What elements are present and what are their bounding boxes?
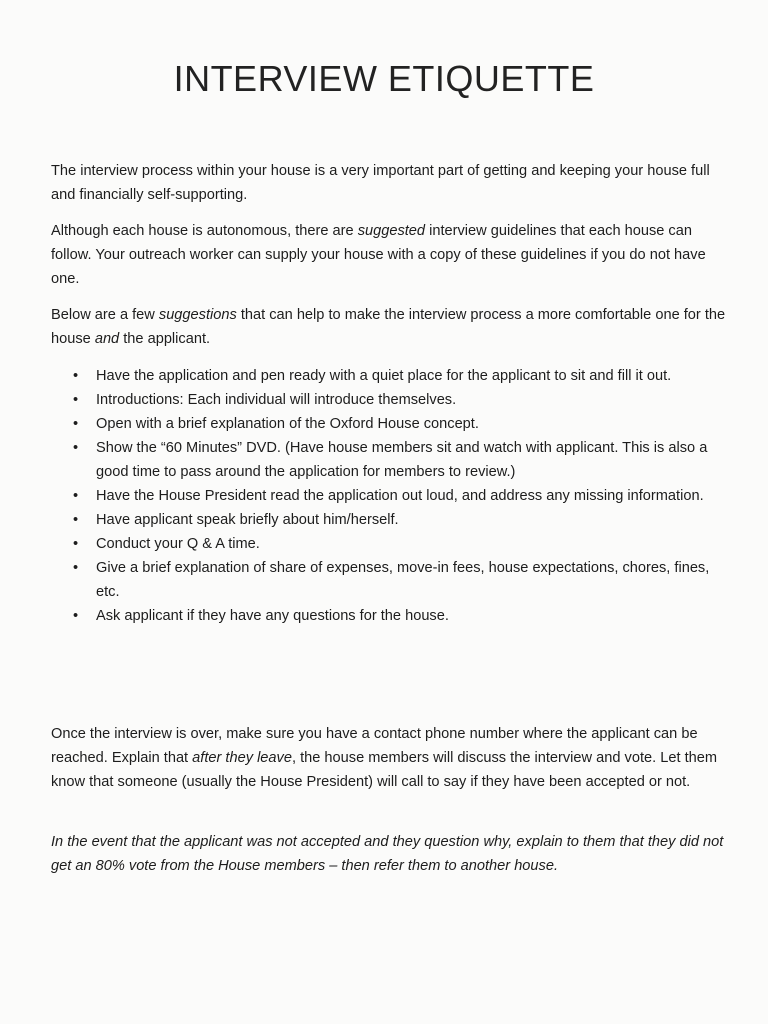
- not-accepted-paragraph: In the event that the applicant was not accepted and they question why, explain to them that they did not get an 80% vote from the House members – then refer them to another house.: [51, 834, 724, 874]
- guidelines-paragraph: [51, 219, 731, 291]
- list-item: • Have the application and pen ready with a quiet place for the applicant to sit and fill it out.: [51, 364, 731, 388]
- after-interview-paragraph: [51, 722, 731, 794]
- emphasis-and: and: [94, 331, 120, 347]
- text-run: the applicant.: [119, 331, 211, 347]
- text-run: interview guidelines that each house can follow. Your outreach worker can supply your house with a copy of these guidelines if you do not have one.: [51, 223, 706, 287]
- list-item: • Give a brief explanation of share of expenses, move-in fees, house expectations, chores, fines, etc.: [51, 556, 731, 604]
- list-item: • Ask applicant if they have any questions for the house.: [51, 604, 731, 628]
- suggestions-paragraph: [51, 303, 731, 351]
- list-item: • Open with a brief explanation of the Oxford House concept.: [51, 412, 731, 436]
- list-item: • Show the “60 Minutes” DVD. (Have house members sit and watch with applicant. This is also a good time to pass around the application for members to review.): [51, 436, 731, 484]
- list-item: • Conduct your Q & A time.: [51, 532, 731, 556]
- text-run: Although each house is autonomous, there are: [51, 223, 358, 239]
- text-run: Below are a few: [51, 307, 159, 323]
- emphasis-after-they-leave: after they leave: [192, 750, 292, 766]
- text-run: , the house members will discuss the interview and vote. Let them know that someone (usually the House President) will call to say if they have been accepted or not.: [51, 750, 718, 790]
- list-item: • Have the House President read the application out loud, and address any missing information.: [51, 484, 731, 508]
- list-item: • Have applicant speak briefly about him/herself.: [51, 508, 731, 532]
- list-item: • Introductions: Each individual will introduce themselves.: [51, 388, 731, 412]
- page-title: INTERVIEW ETIQUETTE: [173, 58, 595, 99]
- emphasis-suggested: suggested: [357, 223, 426, 239]
- suggestion-list: [51, 364, 731, 628]
- emphasis-suggestions: suggestions: [158, 307, 237, 323]
- text-run: Once the interview is over, make sure you have a contact phone number where the applicant can be reached. Explain that: [51, 726, 698, 766]
- text-run: that can help to make the interview process a more comfortable one for the house: [51, 307, 726, 347]
- intro-paragraph: The interview process within your house is a very important part of getting and keeping your house full and financially self-supporting.: [51, 163, 710, 203]
